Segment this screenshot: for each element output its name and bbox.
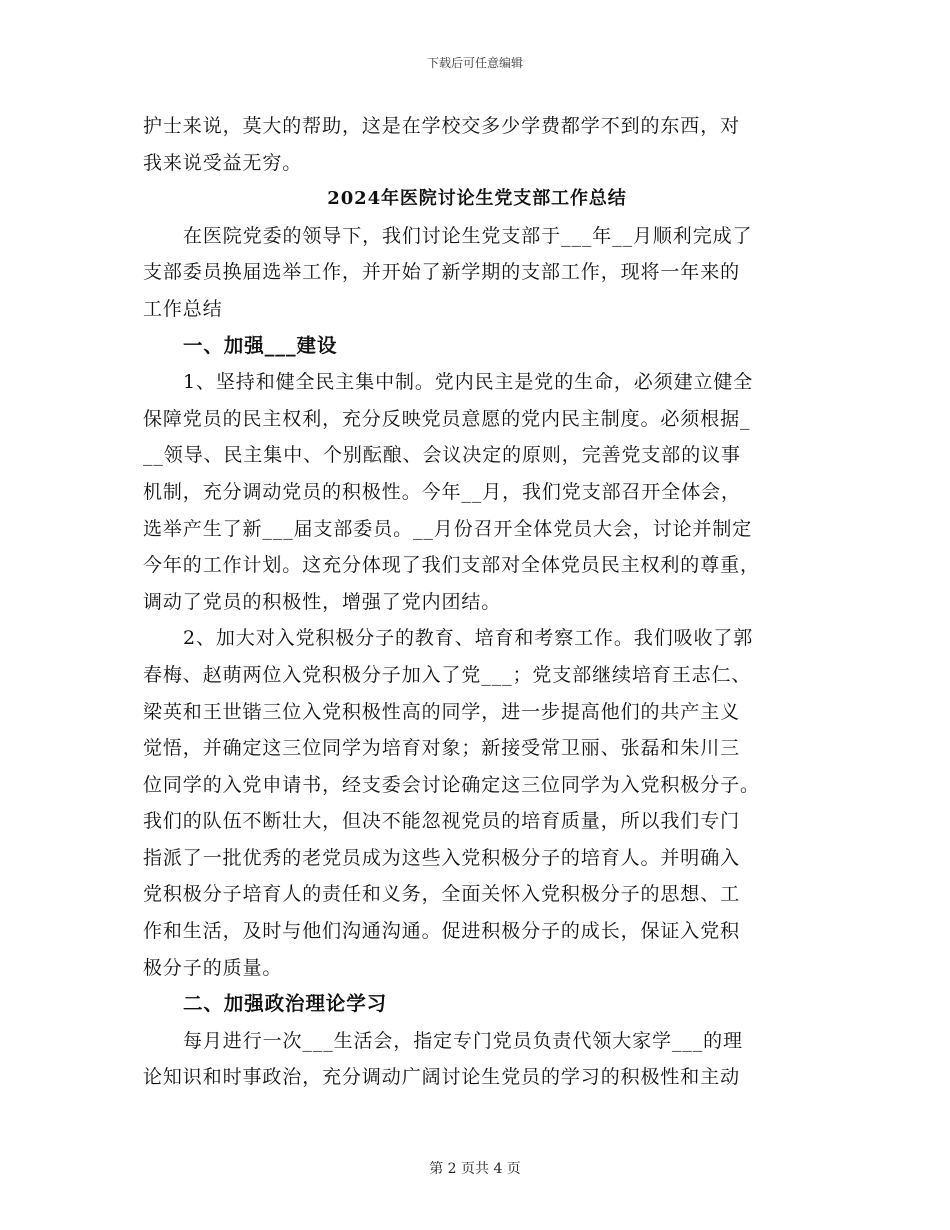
page-footer: 第 2 页共 4 页 bbox=[429, 1161, 521, 1177]
section-heading: 二、加强政治理论学习 bbox=[183, 992, 388, 1016]
page-header: 下载后可任意编辑 bbox=[426, 56, 523, 70]
body-line: 极分子的质量。 bbox=[143, 956, 283, 979]
document-title: 2024年医院讨论生党支部工作总结 bbox=[327, 188, 627, 210]
paragraph-start: 2、加大对入党积极分子的教育、培育和考察工作。我们吸收了郭 bbox=[183, 627, 754, 650]
body-line: 调动了党员的积极性，增强了党内团结。 bbox=[143, 590, 502, 613]
body-line: 党积极分子培育人的责任和义务，全面关怀入党积极分子的思想、工 bbox=[143, 883, 741, 906]
body-line: 选举产生了新___届支部委员。__月份召开全体党员大会，讨论并制定 bbox=[143, 517, 753, 540]
body-line: 论知识和时事政治，充分调动广阔讨论生党员的学习的积极性和主动 bbox=[143, 1066, 741, 1089]
document-body bbox=[143, 108, 811, 1096]
body-line: 我来说受益无穷。 bbox=[143, 151, 303, 174]
body-line: 保障党员的民主权利，充分反映党员意愿的党内民主制度。必须根据_ bbox=[143, 407, 751, 430]
body-line: 机制，充分调动党员的积极性。今年__月，我们党支部召开全体会， bbox=[143, 480, 741, 503]
paragraph-start: 1、坚持和健全民主集中制。党内民主是党的生命，必须建立健全 bbox=[183, 371, 754, 394]
body-line: 指派了一批优秀的老党员成为这些入党积极分子的培育人。并明确入 bbox=[143, 846, 741, 869]
body-line: 工作总结 bbox=[143, 297, 223, 320]
paragraph-start: 在医院党委的领导下，我们讨论生党支部于___年__月顺利完成了 bbox=[183, 224, 753, 247]
body-line: 支部委员换届选举工作，并开始了新学期的支部工作，现将一年来的 bbox=[143, 261, 741, 284]
body-line: 我们的队伍不断壮大，但决不能忽视党员的培育质量，所以我们专门 bbox=[143, 810, 741, 833]
body-line: 作和生活，及时与他们沟通沟通。促进积极分子的成长，保证入党积 bbox=[143, 920, 741, 943]
body-line: 觉悟，并确定这三位同学为培育对象；新接受常卫丽、张磊和朱川三 bbox=[143, 737, 741, 760]
section-heading: 一、加强___建设 bbox=[183, 333, 338, 357]
body-line: 护士来说，莫大的帮助，这是在学校交多少学费都学不到的东西，对 bbox=[143, 115, 741, 137]
body-line: 春梅、赵萌两位入党积极分子加入了党___；党支部继续培育王志仁、 bbox=[143, 663, 752, 686]
body-line: 位同学的入党申请书，经支委会讨论确定这三位同学为入党积极分子。 bbox=[143, 773, 760, 796]
body-line: 梁英和王世锴三位入党积极性高的同学，进一步提高他们的共产主义 bbox=[143, 700, 741, 723]
body-line: 今年的工作计划。这充分体现了我们支部对全体党员民主权利的尊重， bbox=[143, 554, 760, 577]
body-line: __领导、民主集中、个别酝酿、会议决定的原则，完善党支部的议事 bbox=[143, 444, 741, 467]
paragraph-start: 每月进行一次___生活会，指定专门党员负责代领大家学___的理 bbox=[183, 1029, 743, 1052]
